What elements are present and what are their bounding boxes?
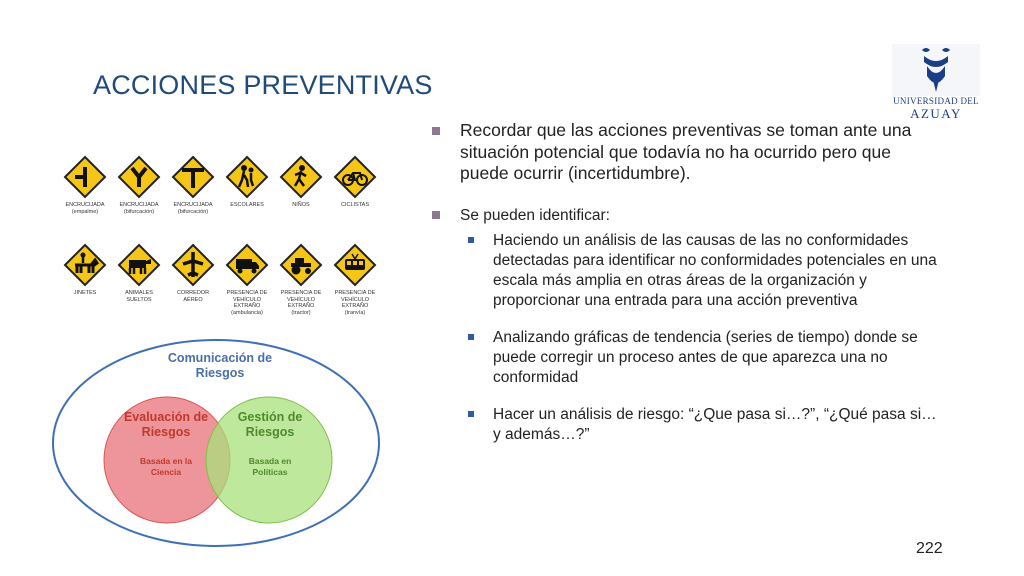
logo-line2: AZUAY [910, 106, 962, 121]
bullet-item [430, 120, 940, 185]
bullet-text: Se pueden identificar: [460, 206, 610, 224]
sign-label: ANIMALES SUELTOS [125, 290, 153, 303]
bullet-item [430, 205, 940, 227]
children-icon [279, 155, 323, 199]
sign-label: PRESENCIA DE VEHÍCULO EXTRAÑO (tractor) [280, 290, 322, 316]
sign-label: CORREDOR AÉREO [176, 290, 210, 303]
square-bullet-icon [468, 411, 474, 417]
sign-item [274, 155, 328, 209]
page-number: 222 [916, 540, 943, 557]
university-crest-icon [892, 44, 980, 96]
sign-item [58, 243, 112, 297]
sign-item [328, 243, 382, 316]
t-junction-left-icon [63, 155, 107, 199]
sign-item [166, 155, 220, 215]
right-title: Gestión de Riesgos [237, 410, 303, 439]
sub-bullet-text: Analizando gráficas de tendencia (series de tiempo) donde se puede corregir un proceso antes de que aparezca una no conformidad [493, 329, 918, 386]
horse-rider-icon [63, 243, 107, 287]
logo-line1: UNIVERSIDAD DEL [893, 96, 979, 106]
bullet-content [430, 120, 940, 445]
sub-bullet-item [430, 231, 940, 311]
square-bullet-icon [468, 237, 474, 243]
sign-item [166, 243, 220, 303]
sign-item [112, 155, 166, 215]
sign-item [328, 155, 382, 209]
sign-label: CICLISTAS [340, 202, 369, 208]
schoolchildren-icon [225, 155, 269, 199]
sub-bullet-text: Haciendo un análisis de las causas de las no conformidades detectadas para identificar no conformidades potenciales en una escala más amplia en otras áreas de la organización y proporcionar una entrada para una acción preventiva [493, 232, 937, 309]
square-bullet-icon [432, 211, 440, 219]
sign-item [220, 155, 274, 209]
sub-bullet-text: Hacer un análisis de riesgo: “¿Que pasa si…?”, “¿Qué pasa si… y además…?” [493, 406, 937, 443]
tram-icon [333, 243, 377, 287]
sign-label: JINETES [73, 290, 97, 296]
sign-item [58, 155, 112, 215]
sign-label: PRESENCIA DE VEHÍCULO EXTRAÑO (ambulancia) [226, 290, 268, 316]
sub-bullet-item [430, 405, 940, 445]
sign-label: ENCRUCIJADA (bifurcación) [119, 202, 159, 215]
sign-item [274, 243, 328, 316]
square-bullet-icon [468, 334, 474, 340]
sign-item [112, 243, 166, 303]
left-title: Evaluación de Riesgos [123, 410, 209, 439]
traffic-signs-grid [58, 155, 388, 320]
tractor-icon [279, 243, 323, 287]
sign-item [220, 243, 274, 316]
university-logo [892, 44, 980, 130]
sign-label: ESCOLARES [230, 202, 264, 208]
bicycle-icon [333, 155, 377, 199]
airplane-icon [171, 243, 215, 287]
slide-title: ACCIONES PREVENTIVAS [93, 70, 433, 100]
y-fork-icon [117, 155, 161, 199]
outer-label: Comunicación de Riesgos [167, 351, 273, 380]
t-junction-icon [171, 155, 215, 199]
square-bullet-icon [432, 127, 440, 135]
bullet-text: Recordar que las acciones preventivas se toman ante una situación potencial que todavía no ha ocurrido pero que puede ocurrir (incertidumbre). [460, 120, 912, 183]
sign-label: ENCRUCIJADA (empalme) [65, 202, 105, 215]
risk-venn-diagram [50, 336, 390, 550]
sign-label: PRESENCIA DE VEHÍCULO EXTRAÑO (tranvía) [334, 290, 376, 316]
sub-bullet-item [430, 328, 940, 388]
sign-label: NIÑOS [292, 202, 310, 208]
cow-icon [117, 243, 161, 287]
left-subtitle: Basada en la Ciencia [140, 456, 192, 477]
ambulance-icon [225, 243, 269, 287]
right-subtitle: Basada en Políticas [248, 456, 292, 477]
sign-label: ENCRUCIJADA (bifurcación) [173, 202, 213, 215]
